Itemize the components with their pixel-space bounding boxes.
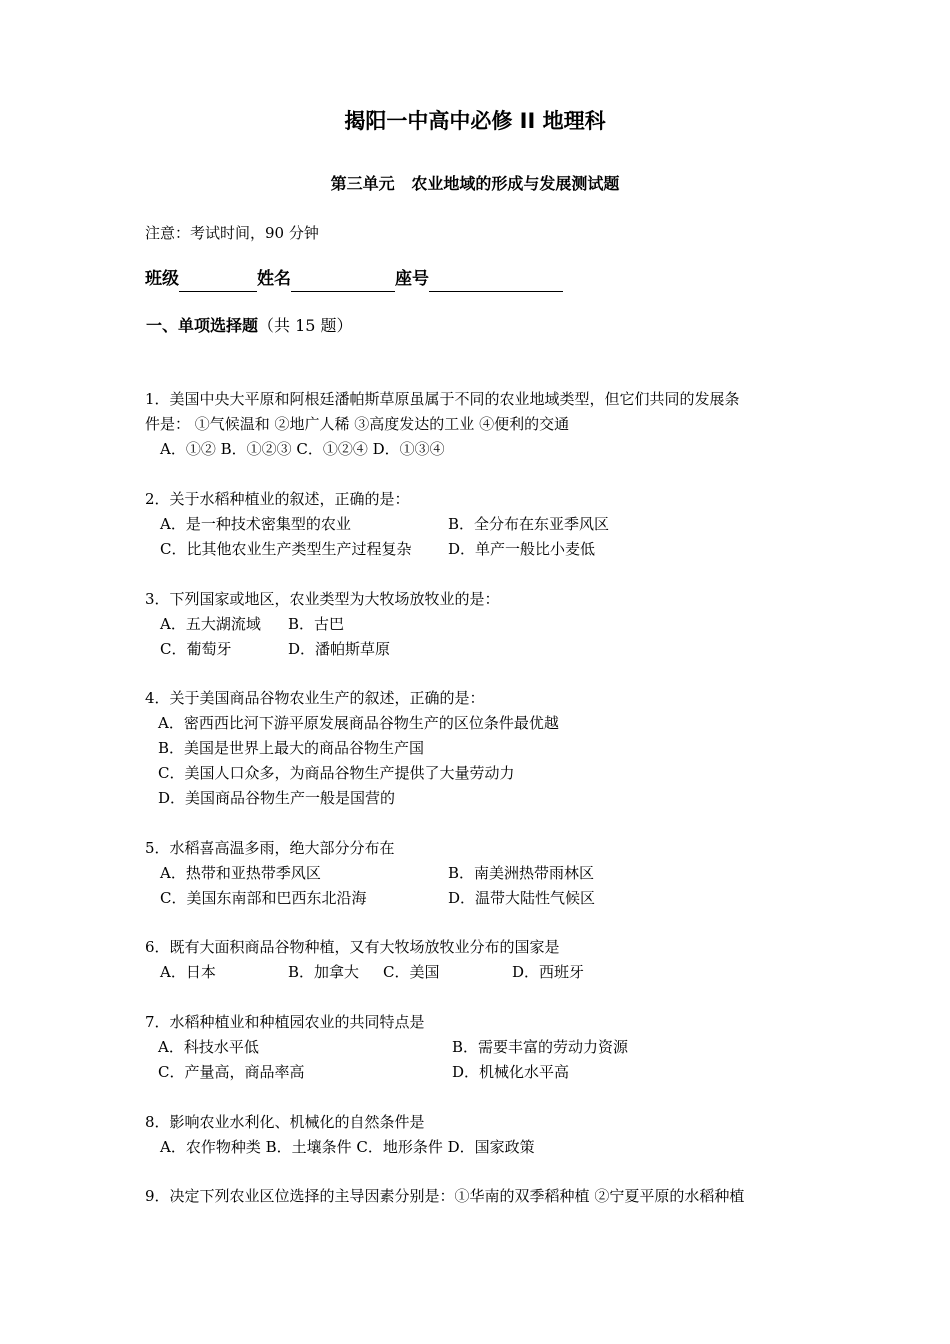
name-field[interactable] xyxy=(291,271,395,292)
question-4-option-d: D．美国商品谷物生产一般是国营的 xyxy=(158,789,396,807)
question-3-option-a: A．五大湖流域 xyxy=(160,615,261,633)
student-info-line xyxy=(145,266,563,292)
question-3-stem: 3．下列国家或地区，农业类型为大牧场放牧业的是： xyxy=(145,590,500,608)
question-5-stem: 5．水稻喜高温多雨，绝大部分分布在 xyxy=(145,839,395,857)
question-5-option-d: D．温带大陆性气候区 xyxy=(448,889,596,907)
question-6-option-d: D．西班牙 xyxy=(512,963,585,981)
class-label: 班级 xyxy=(145,269,179,289)
question-2-option-c: C．比其他农业生产类型生产过程复杂 xyxy=(160,540,412,558)
question-1-stem-line1: 1．美国中央大平原和阿根廷潘帕斯草原虽属于不同的农业地域类型，但它们共同的发展条 xyxy=(145,390,740,408)
question-1-options: A．①② B．①②③ C．①②④ D．①③④ xyxy=(160,440,445,458)
question-7-stem: 7．水稻种植业和种植园农业的共同特点是 xyxy=(145,1013,425,1031)
class-field[interactable] xyxy=(179,271,257,292)
question-6-option-b: B．加拿大 xyxy=(288,963,360,981)
question-8-stem: 8．影响农业水利化、机械化的自然条件是 xyxy=(145,1113,425,1131)
section-heading xyxy=(146,314,353,338)
question-2-option-b: B．全分布在东亚季风区 xyxy=(448,515,610,533)
question-6-stem: 6．既有大面积商品谷物种植，又有大牧场放牧业分布的国家是 xyxy=(145,938,560,956)
section-count: （共 15 题） xyxy=(258,316,353,335)
name-label: 姓名 xyxy=(257,269,291,289)
question-1-stem-line2: 件是： ①气候温和 ②地广人稀 ③高度发达的工业 ④便利的交通 xyxy=(145,415,570,433)
question-6-option-c: C．美国 xyxy=(383,963,440,981)
question-2-stem: 2．关于水稻种植业的叙述，正确的是： xyxy=(145,490,410,508)
question-2-option-d: D．单产一般比小麦低 xyxy=(448,540,596,558)
question-7-option-d: D．机械化水平高 xyxy=(452,1063,570,1081)
question-6-option-a: A．日本 xyxy=(160,963,216,981)
question-4-stem: 4．关于美国商品谷物农业生产的叙述，正确的是： xyxy=(145,689,485,707)
question-4-option-a: A．密西西比河下游平原发展商品谷物生产的区位条件最优越 xyxy=(158,714,559,732)
question-7-option-c: C．产量高，商品率高 xyxy=(158,1063,305,1081)
question-8-options: A．农作物种类 B．土壤条件 C．地形条件 D．国家政策 xyxy=(160,1138,535,1156)
section-title: 一、单项选择题 xyxy=(146,316,259,335)
question-5-option-c: C．美国东南部和巴西东北沿海 xyxy=(160,889,367,907)
question-9-stem: 9．决定下列农业区位选择的主导因素分别是：①华南的双季稻种植 ②宁夏平原的水稻种植 xyxy=(145,1187,745,1205)
question-3-option-d: D．潘帕斯草原 xyxy=(288,640,391,658)
question-3-option-c: C．葡萄牙 xyxy=(160,640,232,658)
exam-note: 注意：考试时间，90 分钟 xyxy=(145,224,319,242)
question-7-option-b: B．需要丰富的劳动力资源 xyxy=(452,1038,629,1056)
page-subtitle: 第三单元 农业地域的形成与发展测试题 xyxy=(330,174,620,193)
question-7-option-a: A．科技水平低 xyxy=(158,1038,259,1056)
question-5-option-b: B．南美洲热带雨林区 xyxy=(448,864,595,882)
question-5-option-a: A．热带和亚热带季风区 xyxy=(160,864,321,882)
question-3-option-b: B．古巴 xyxy=(288,615,345,633)
question-4-option-b: B．美国是世界上最大的商品谷物生产国 xyxy=(158,739,425,757)
seat-field[interactable] xyxy=(429,271,563,292)
question-2-option-a: A．是一种技术密集型的农业 xyxy=(160,515,351,533)
page-title: 揭阳一中高中必修 II 地理科 xyxy=(344,109,606,133)
seat-label: 座号 xyxy=(395,269,429,289)
question-4-option-c: C．美国人口众多，为商品谷物生产提供了大量劳动力 xyxy=(158,764,515,782)
